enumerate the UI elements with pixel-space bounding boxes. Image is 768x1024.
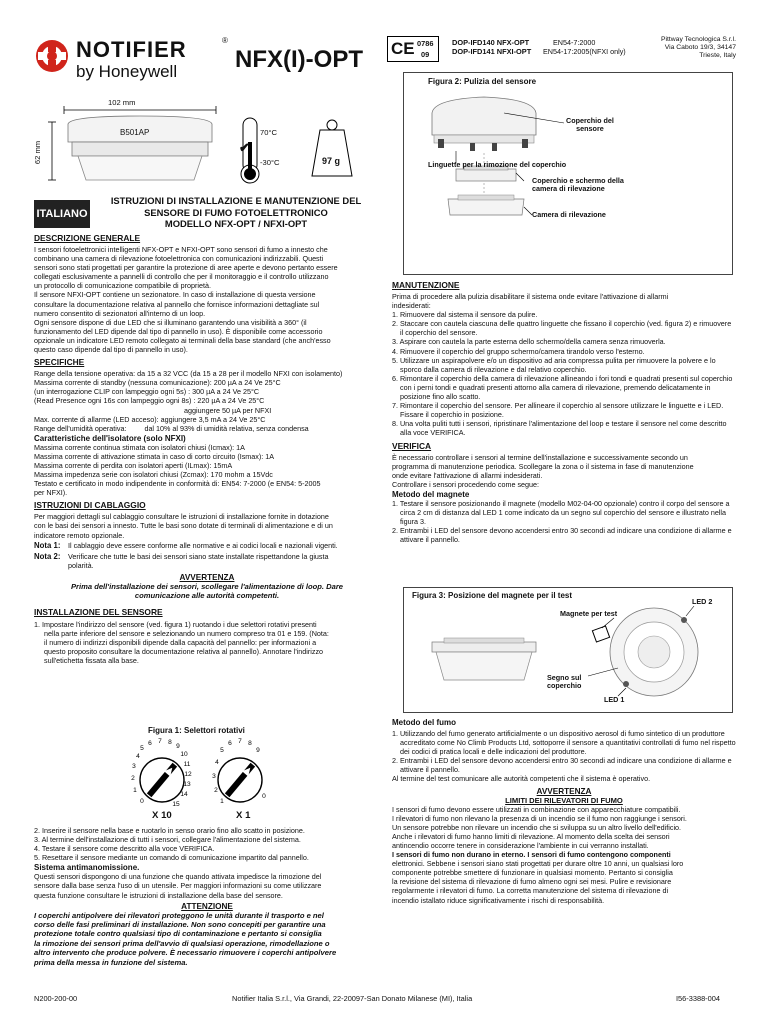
svg-text:6: 6: [148, 740, 152, 747]
figure-1-x10: X 10: [152, 810, 172, 821]
text-line: programma di manutenzione periodica. Scollegare la zona o il sistema in fase di manutenzione: [392, 461, 694, 471]
text-line: Massima corrente di perdita con isolatori aperti (ILmax): 15mA: [34, 460, 233, 470]
title-line-2: SENSORE DI FUMO FOTOELETTRONICO: [144, 206, 328, 218]
list-item: 4. Rimuovere il coperchio del gruppo schermo/camera tirandolo verso l'esterno.: [392, 346, 645, 356]
maintenance-intro: [392, 292, 736, 310]
product-drawing: [34, 98, 374, 192]
brand-name: NOTIFIER: [76, 37, 187, 62]
text-line: prima della messa in funzione del sistema.: [34, 957, 188, 967]
caution-title: ATTENZIONE: [181, 901, 233, 911]
svg-text:7: 7: [238, 738, 242, 745]
svg-text:2: 2: [214, 787, 218, 794]
heading-installation: INSTALLAZIONE DEL SENSORE: [34, 606, 163, 617]
product-label: B501AP: [120, 128, 150, 137]
text-line: Massima corrente continua stimata con isolatori chiusi (Icmax): 1A: [34, 442, 245, 452]
figure-2-tabs-label: Linguette per la rimozione del coperchio: [428, 160, 567, 169]
note-1-label: Nota 1:: [34, 540, 61, 550]
text-line: comunicazione alle autorità competenti.: [134, 591, 280, 601]
text-line: coperchio: [547, 681, 582, 691]
en-line-2: EN54-17:2005(NFXI only): [543, 47, 626, 56]
figure-3-magnet-position: [403, 587, 733, 713]
sensor-exploded-drawing: [404, 73, 732, 273]
svg-text:2: 2: [131, 775, 135, 782]
text-line: I sensori fotoelettronici intelligenti NFX-OPT e NFXI-OPT sono sensori di fumo a innesto che: [34, 245, 328, 254]
svg-text:7: 7: [158, 738, 162, 745]
text-line: Questi sensori dispongono di una funzione che quando attivata impedisce la rimozione del: [34, 872, 322, 882]
text-line: sensore dalla base senza l'uso di un utensile. Per maggiori informazioni su come utilizzare: [34, 881, 322, 891]
text-line: Testato e certificato in modo indipendente in conformità di: EN54: 7-2000 (e EN54: 5-2005: [34, 479, 321, 489]
note-2: [34, 552, 380, 570]
text-line: indicatore remoto opzionale.: [34, 530, 125, 540]
text-line: componente potrebbe smettere di funzionare in qualsiasi momento. Pertanto si consiglia: [392, 868, 673, 878]
text-line: protezione totale contro qualsiasi tipo di contaminazione e pertanto si consiglia: [34, 929, 322, 939]
wiring-text: [34, 512, 380, 539]
brand-by: by Honeywell: [76, 62, 178, 81]
text-line: il numero di indirizzi disponibili dipende dalla capacità del pannello: per informazioni a: [44, 637, 317, 647]
text-line: Range dell'umidità operativa: dal 10% al 93% di umidità relativa, senza condensa: [34, 423, 309, 433]
text-line: sensori sono stati progettati per garantire la protezione di aree aperte e devono pertanto essere: [34, 263, 338, 273]
svg-text:4: 4: [215, 759, 219, 766]
text-line: incendio istallato riduce significativamente i rischi di responsabilità.: [392, 895, 605, 905]
heading-wiring: ISTRUZIONI DI CABLAGGIO: [34, 500, 146, 511]
text-line: I rilevatori di fumo non rilevano la presenza di un incendio se il fumo non raggiunge i sensori.: [392, 813, 687, 823]
spec-text: [34, 369, 380, 433]
text-line: Prima di procedere alla pulizia disabilitare il sistema onde evitare l'attivazione di allarmi: [392, 292, 669, 301]
product-figure: [34, 98, 374, 192]
text-line: la revisione del sistema di rilevazione di fumo almeno ogni sei mesi. Pulire e revisionare: [392, 877, 672, 887]
install-steps-rest: [34, 826, 380, 862]
heading-description: DESCRIZIONE GENERALE: [34, 233, 141, 243]
svg-text:5: 5: [140, 745, 144, 752]
text-line: antincendio occorre tenere in considerazione l'ambiente in cui verranno installati.: [392, 840, 649, 850]
heading-isolator: Caratteristiche dell'isolatore (solo NFXI): [34, 433, 186, 443]
text-line: Range della tensione operativa: da 15 a 32 VCC (da 15 a 28 per il modello NFXI con isolamento): [34, 369, 343, 379]
figure-2-chamber-label: Camera di rilevazione: [532, 210, 606, 219]
text-line: Il sensore NFXI-OPT contiene un sezionatore. In caso di installazione di questa versione: [34, 290, 316, 300]
language-tag: ITALIANO: [34, 200, 90, 228]
en-line-1: EN54-7:2000: [553, 38, 596, 47]
text-line: 1. Impostare l'indirizzo del sensore (ved. figura 1) ruotando i due selettori rotativi presenti: [34, 619, 317, 629]
text-line: la rimozione dei sensori prima dell'avvio di qualsiasi operazione, rimodellazione o: [34, 938, 330, 948]
left-column: [34, 233, 380, 665]
note-1: [34, 541, 380, 550]
text-line: camera di rilevazione: [532, 184, 605, 194]
svg-text:14: 14: [180, 791, 188, 798]
footer-center: Notifier Italia S.r.l., Via Grandi, 22-20097-San Donato Milanese (MI), Italia: [232, 994, 473, 1003]
text-line: Un sensore potrebbe non rilevare un incendio che si sviluppa su un altro livello dell'edificio.: [392, 822, 682, 832]
svg-text:8: 8: [248, 740, 252, 747]
text-line: Prima dell'installazione dei sensori, scollegare l'alimentazione di loop. Dare: [70, 581, 343, 591]
text-line: funzionamento del LED dipende dal tipo di pannello in uso). È disponibile come accessorio: [34, 326, 323, 336]
svg-text:0: 0: [140, 798, 144, 805]
heading-smoke-method: Metodo del fumo: [392, 718, 456, 727]
dop-block: [452, 38, 531, 56]
text-line: onde evitare l'attivazione di allarmi indesiderati.: [392, 470, 543, 480]
svg-text:6: 6: [228, 740, 232, 747]
text-line: Ogni sensore dispone di due LED che si illuminano garantendo una visibilità a 360° (il: [34, 317, 307, 327]
limits-warning-title: AVVERTENZA: [536, 786, 592, 796]
svg-text:4: 4: [136, 753, 140, 760]
note-2-label: Nota 2:: [34, 551, 61, 561]
text-line: sensore: [576, 124, 604, 134]
text-line: questo caso dipende dal tipo di pannello in uso).: [34, 345, 188, 355]
right-column-lower: [392, 718, 736, 905]
text-line: regolarmente i rilevatori di fumo. La corretta manutenzione del sistema di rilevazione di: [392, 886, 669, 896]
text-line: Coperchio del: [566, 116, 614, 125]
svg-text:3: 3: [212, 773, 216, 780]
text-line: aggiungere 50 µA per NFXI: [184, 405, 272, 415]
svg-text:13: 13: [183, 781, 191, 788]
text-line: altro intervento che produce polvere. È necessario rimuovere i coperchi antipolvere: [34, 948, 337, 958]
text-line: 5. Resettare il sensore mediante un comando di comunicazione impartito dal pannello.: [34, 853, 309, 863]
svg-text:15: 15: [172, 801, 180, 808]
figure-1-rotary-switches: [118, 726, 288, 824]
text-line: elettronici. Sebbene i sensori siano stati progettati per durare oltre 10 anni, un qualsiasi loro: [392, 859, 684, 869]
cert-box: [387, 36, 439, 62]
figure-3-magnet-label: Magnete per test: [560, 609, 618, 618]
check-mark-icon: ✔: [239, 140, 250, 155]
install-step-1: [34, 620, 380, 665]
svg-text:8: 8: [168, 739, 172, 746]
notifier-flame-icon: [34, 38, 70, 74]
rotary-dials: [118, 736, 288, 822]
text-line: opzionale un indicatore LED remoto collegato ai terminali della base standard (che anch'esso: [34, 335, 331, 345]
en-block: [543, 38, 626, 56]
company-block: [640, 36, 736, 61]
svg-text:9: 9: [176, 743, 180, 750]
list-item: 2. Staccare con cautela ciascuna delle quattro linguette che fissano il coperchio (ved. figura 2) e rimuovere il coperchio del sensore.: [392, 319, 732, 338]
magnet-steps: [392, 499, 736, 544]
text-line: Massima impedenza serie con isolatori chiusi (Zcmax): 170 mohm a 15Vdc: [34, 470, 273, 480]
verify-text: [392, 453, 736, 489]
text-line: consultare la documentazione relativa al pannello che fornisce informazioni dettagliate sul: [34, 299, 320, 309]
maintenance-steps: [392, 310, 736, 437]
title-line-1: ISTRUZIONI DI INSTALLAZIONE E MANUTENZIONE DEL: [110, 195, 362, 206]
svg-text:9: 9: [256, 747, 260, 754]
svg-text:1: 1: [220, 798, 224, 805]
text-line: I coperchi antipolvere dei rilevatori proteggono le unità durante il trasporto e nel: [34, 910, 324, 920]
text-line: Massima corrente di attivazione stimata in caso di corto circuito (Ismax): 1A: [34, 451, 275, 461]
warning-title: AVVERTENZA: [179, 572, 235, 582]
svg-text:11: 11: [183, 761, 191, 768]
text-line: Max. corrente di allarme (LED acceso): aggiungere 3,5 mA a 24 Ve 25°C: [34, 414, 266, 424]
text-line: sull'etichetta fissata alla base.: [44, 656, 139, 666]
text-line: per NFXI).: [34, 488, 68, 498]
figure-1-title: Figura 1: Selettori rotativi: [148, 726, 245, 735]
svg-text:0: 0: [262, 793, 266, 800]
list-item: 1. Rimuovere dal sistema il sensore da pulire.: [392, 310, 538, 320]
figure-2-cover-label: [566, 117, 614, 134]
text-line: 4. Testare il sensore come descritto alla voce VERIFICA.: [34, 844, 215, 854]
text-line: nella parte inferiore del sensore e selezionando un numero compreso tra 01 e 159. (Nota:: [44, 628, 329, 638]
heading-tamper: Sistema antimanomissione.: [34, 863, 140, 873]
svg-text:5: 5: [220, 747, 224, 754]
text-line: Controllare i sensori procedendo come segue:: [392, 479, 540, 489]
company-line-1: Pittway Tecnologica S.r.l.: [660, 36, 736, 43]
svg-text:12: 12: [184, 771, 192, 778]
width-dimension: 102 mm: [108, 98, 136, 107]
title-line-3: MODELLO NFX-OPT / NFXI-OPT: [164, 218, 308, 229]
limits-text: [392, 805, 736, 905]
tamper-text: [34, 872, 380, 899]
note-1-text: Il cablaggio deve essere conforme alle normative e ai codici locali e nazionali vigenti.: [68, 540, 338, 550]
text-line: 2. Inserire il sensore nella base e ruotarlo in senso orario fino allo scatto in posizione.: [34, 826, 305, 835]
weight-label: 97 g: [322, 156, 341, 166]
text-line: (un interrogazione CLIP con lampeggio ogni 5s) : 300 µA a 24 Ve 25°C: [34, 387, 260, 397]
cert-number: 0786: [417, 39, 434, 48]
svg-text:3: 3: [132, 763, 136, 770]
limits-subtitle: LIMITI DEI RILEVATORI DI FUMO: [505, 795, 623, 805]
text-line: Per maggiori dettagli sul cablaggio consultare le istruzioni di installazione fornite in dotazione: [34, 512, 329, 522]
brand-logo: [34, 30, 234, 90]
isolator-text: [34, 443, 380, 498]
text-line: 3. Al termine dell'installazione di tutti i sensori, collegare l'alimentazione del sistema.: [34, 835, 301, 845]
footer-left: N200-200-00: [34, 994, 78, 1003]
text-line: questa funzione consultare le istruzioni di installazione della base del sensore.: [34, 890, 283, 900]
text-line: corso delle fasi preliminari di installazione. Non sono concepiti per garantire una: [34, 920, 326, 930]
temp-low: -30°C: [260, 158, 280, 167]
company-line-2: Via Caboto 19/3, 34147: [664, 44, 736, 52]
text-line: collegati esclusivamente a pannelli di controllo che per il monitoraggio e il controllo utilizzano: [34, 272, 329, 282]
document-title: [96, 195, 376, 230]
figure-3-led1-label: LED 1: [604, 695, 625, 704]
text-line: Segno sul: [547, 673, 582, 682]
text-line: combinano una camera di rilevazione fotoelettronica con comunicazioni indirizzabili. Questi: [34, 254, 324, 264]
registered-mark: ®: [222, 36, 228, 45]
text-line: indesiderati:: [392, 301, 431, 311]
list-item: 3. Aspirare con cautela la parte esterna dello schermo/della camera senza rimuoverla.: [392, 337, 666, 347]
dop-line-2: DOP-IFD141 NFXI-OPT: [452, 47, 532, 56]
list-item: 2. Entrambi i LED del sensore devono accendersi entro 30 secondi ad indicare una condizione di allarme e attivare il pannello.: [392, 526, 732, 545]
text-line: Coperchio e schermo della: [532, 176, 624, 185]
svg-text:1: 1: [133, 787, 137, 794]
list-item: 1. Testare il sensore posizionando il magnete (modello M02-04-00 opzionale) contro il corpo del sensore a circa 2 cm di distanza dal LED 1 come indicato da un segno sul coperchio del sensore e illustrato nella figura 3.: [392, 498, 730, 527]
right-column: [392, 280, 736, 544]
text-line: È necessario controllare i sensori al termine dell'installazione e successivamente secondo un: [392, 452, 688, 462]
smoke-end-text: Al termine del test comunicare alle autorità competenti che il sistema è operativo.: [392, 774, 651, 784]
warning-body: [34, 582, 380, 601]
figure-2-screen-label: [532, 177, 624, 194]
text-line: (Read Presence ogni 16s con lampeggio ogni 8s) : 220 µA a 24 Ve 25°C: [34, 396, 265, 406]
cert-year: 09: [421, 50, 430, 59]
magnet-test-drawing: [404, 588, 732, 712]
figure-2-title: Figura 2: Pulizia del sensore: [428, 77, 537, 86]
list-item: 6. Rimontare il coperchio della camera di rilevazione allineando i fori tondi e quadrati presenti sul coperchio con i perni tondi e quadrati presenti attorno alla camera di rilevazione, premendo delicatamente in posizione fino allo scatto.: [392, 373, 733, 402]
heading-verify: VERIFICA: [392, 440, 432, 451]
list-item: 8. Una volta puliti tutti i sensori, ripristinare l'alimentazione del loop e testare il sensore nel come descritto alla voce VERIFICA.: [392, 419, 727, 438]
text-line: I sensori di fumo non durano in eterno. I sensori di fumo contengono componenti: [392, 850, 671, 860]
caution-body: [34, 911, 380, 967]
text-line: con le basi dei sensori a innesto. Tutte le basi sono dotate di terminali di alimentazione e di un: [34, 521, 333, 531]
text-line: Massima corrente di standby (nessuna comunicazione): 200 µA a 24 Ve 25°C: [34, 378, 281, 388]
temp-high: 70°C: [260, 128, 277, 137]
text-line: Anche i rilevatori di fumo hanno limiti di rilevazione. Al momento della scelta dei sensori: [392, 831, 670, 841]
model-title: NFX(I)-OPT: [235, 46, 363, 73]
list-item: 1. Utilizzando del fumo generato artificialmente o un dispositivo aerosol di fumo sintetico di un produttore accreditato come No Climb Products Ltd, sottoporre il sensore a quantitativi controllati di fumo nel rispetto dei codici di pratica locali e delle indicazioni del produttore.: [392, 729, 736, 757]
left-column-lower: [34, 826, 380, 967]
ce-mark: CE: [391, 39, 415, 58]
figure-3-mark-label: [547, 674, 581, 691]
company-line-3: Trieste, Italy: [699, 52, 736, 60]
note-2-line: polarità.: [68, 560, 94, 570]
height-dimension: 62 mm: [33, 140, 43, 165]
note-2-line: Verificare che tutte le basi dei sensori siano state installate rispettandone la giusta: [68, 551, 329, 561]
text-line: I sensori di fumo devono essere utilizzati in combinazione con apparecchiature compatibili.: [392, 804, 681, 814]
text-line: questo proposito consultare la documentazione relativa al pannello). Annotare l'indirizzo: [44, 647, 324, 656]
list-item: 7. Rimontare il coperchio del sensore. Per allineare il coperchio al sensore utilizzare le linguette e i LED. Fissare il coperchio in posizione.: [392, 401, 724, 420]
heading-specifications: SPECIFICHE: [34, 357, 85, 368]
figure-1-x1: X 1: [236, 810, 251, 821]
heading-maintenance: MANUTENZIONE: [392, 280, 460, 290]
figure-3-title: Figura 3: Posizione del magnete per il test: [412, 591, 573, 600]
heading-magnet-method: Metodo del magnete: [392, 489, 470, 499]
text-line: un protocollo di comunicazione compatibile di proprietà.: [34, 281, 211, 291]
text-line: numero consentito di sezionatori all'interno di un loop.: [34, 308, 206, 318]
figure-2-cleaning: [403, 72, 733, 275]
footer-right: I56-3388-004: [676, 994, 720, 1003]
description-text: [34, 245, 380, 354]
list-item: 5. Utilizzare un aspirapolvere e/o un dispositivo ad aria compressa pulita per rimuovere la polvere e lo sporco dalla camera di rilevazione e dal relativo coperchio.: [392, 355, 716, 374]
svg-text:10: 10: [180, 751, 188, 758]
smoke-steps: [392, 729, 736, 774]
dop-line-1: DOP-IFD140 NFX-OPT: [452, 38, 530, 47]
list-item: 2. Entrambi i LED del sensore devono accendersi entro 30 secondi ad indicare una condizione di allarme e attivare il pannello.: [392, 756, 732, 775]
figure-3-led2-label: LED 2: [692, 597, 713, 606]
